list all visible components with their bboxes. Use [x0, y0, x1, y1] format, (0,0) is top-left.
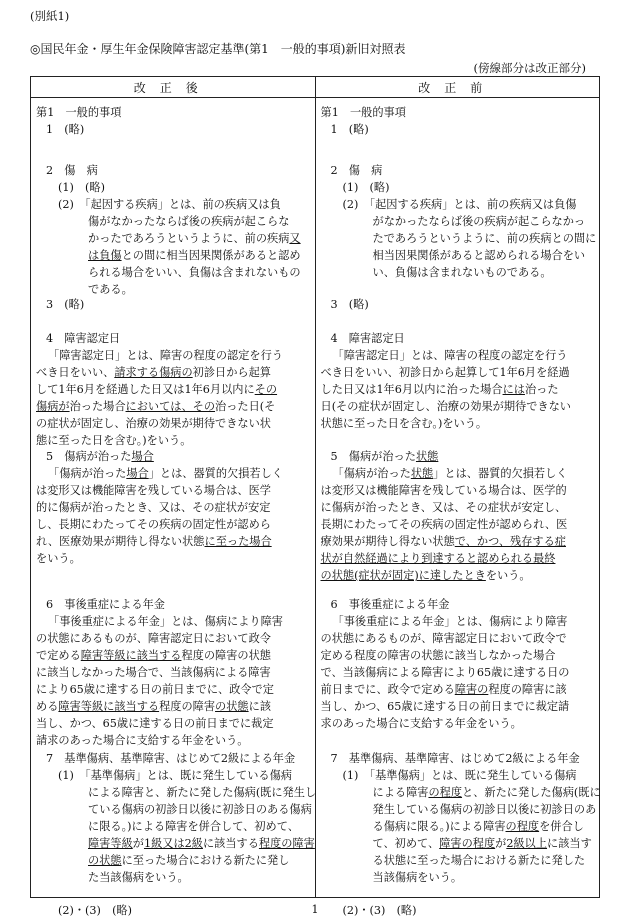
new-section-4: 4 障害認定日 「障害認定日」とは、障害の程度の認定を行う べき日をいい、請求する傷病の初診日から起算 して1年6月を経過した日又は1年6月以内にその 傷病が治った場合においては、その治った日(そ の症状が固定し、治療の効果が期待できない状 態に至った日を含む。)をいう。: [36, 332, 283, 447]
old-section-6: 6 事後重症による年金 「事後重症による年金」とは、傷病により障害 の状態にあるものが、障害認定日において政令で 定める程度の障害の状態に該当しなかった場合 で、当該傷病による障害により65歳に達する日の 前日までに、政令で定める障害の程度の障害に該 当し、かつ、65歳に達する日の前日までに裁定請 求のあった場合に支給する年金をいう。: [320, 598, 570, 730]
old-section-0: 第1 一般的事項 1 (略): [320, 106, 406, 136]
old-section-7: 7 基準傷病、基準障害、はじめて2級による年金 (1) 「基準傷病」とは、既に発生している傷病 による障害の程度と、新たに発した傷病(既に 発生している傷病の初診日以後に初診日のあ る傷病に限る。)による障害の程度を併合し て、初めて、障害の程度が2級以上に該当す る状態に至った場合における新たに発した 当該傷病をいう。: [330, 752, 601, 884]
new-section-7: 7 基準傷病、基準障害、はじめて2級による年金 (1) 「基準傷病」とは、既に発生している傷病 による障害と、新たに発した傷病(既に発生し ている傷病の初診日以後に初診日のある傷病 に限る。)による障害を併合して、初めて、 障害等級が1級又は2級に該当する程度の障害 の状態に至った場合における新たに発し た当該傷病をいう。: [46, 752, 317, 884]
comparison-table: [30, 76, 601, 917]
new-column: [31, 98, 317, 917]
new-section-3: 3 (略): [46, 298, 85, 311]
document-title: ◎国民年金・厚生年金保険障害認定基準(第1 一般的事項)新旧対照表: [30, 42, 406, 56]
attachment-label: (別紙1): [30, 9, 70, 23]
new-section-7-rest: (2)・(3) (略): [58, 904, 132, 917]
column-header-new: 改正後: [31, 77, 316, 98]
old-section-4: 4 障害認定日 「障害認定日」とは、障害の程度の認定を行う べき日をいい、初診日から起算して1年6月を経過 した日又は1年6月以内に治った場合には治った 日(その症状が固定し、治療の効果が期待できない 状態に至った日を含む。)をいう。: [320, 332, 571, 430]
old-section-3: 3 (略): [330, 298, 369, 311]
old-section-7-rest: (2)・(3) (略): [342, 904, 417, 917]
old-section-5: 5 傷病が治った状態 「傷病が治った状態」とは、器質的欠損若しく は変形又は機能障害を残している場合は、医学的 に傷病が治ったとき、又は、その症状が安定し、 長期にわたってその疾病の固定性が認められ、医 療効果が期待し得ない状態で、かつ、残存する症 状が自然経過により到達すると認められる最終 の状態(症状が固定)に達したときをいう。: [320, 450, 568, 582]
old-section-2: 2 傷 病 (1) (略) (2) 「起因する疾病」とは、前の疾病又は負傷 がなかったならば後の疾病が起こらなかっ たであろうというように、前の疾病との間に 相当因果関係があると認められる場合をい い、負傷は含まれないものである。: [330, 164, 597, 279]
page-number: 1: [311, 903, 319, 916]
new-section-2: 2 傷 病 (1) (略) (2) 「起因する疾病」とは、前の疾病又は負 傷がなかったならば後の疾病が起こらな かったであろうというように、前の疾病又 は負傷との間に相当因果関係があると認め られる場合をいい、負傷は含まれないもの である。: [46, 164, 301, 296]
old-column: [315, 98, 601, 917]
new-section-6: 6 事後重症による年金 「事後重症による年金」とは、傷病により障害 の状態にあるものが、障害認定日において政令 で定める障害等級に該当する程度の障害の状態 に該当しなかった場合で、当該傷病による障害 により65歳に達する日の前日までに、政令で定 める障害等級に該当する程度の障害の状態に該 当し、かつ、65歳に達する日の前日までに裁定 請求のあった場合に支給する年金をいう。: [36, 598, 283, 747]
column-header-old: 改正前: [315, 77, 600, 98]
new-section-0: 第1 一般的事項 1 (略): [36, 106, 122, 136]
new-section-5: 5 傷病が治った場合 「傷病が治った場合」とは、器質的欠損若しく は変形又は機能障害を残している場合は、医学 的に傷病が治ったとき、又は、その症状が安定 し、長期にわたってその疾病の固定性が認めら れ、医療効果が期待し得ない状態に至った場合 をいう。: [36, 450, 283, 565]
underline-note: (傍線部分は改正部分): [473, 61, 586, 75]
